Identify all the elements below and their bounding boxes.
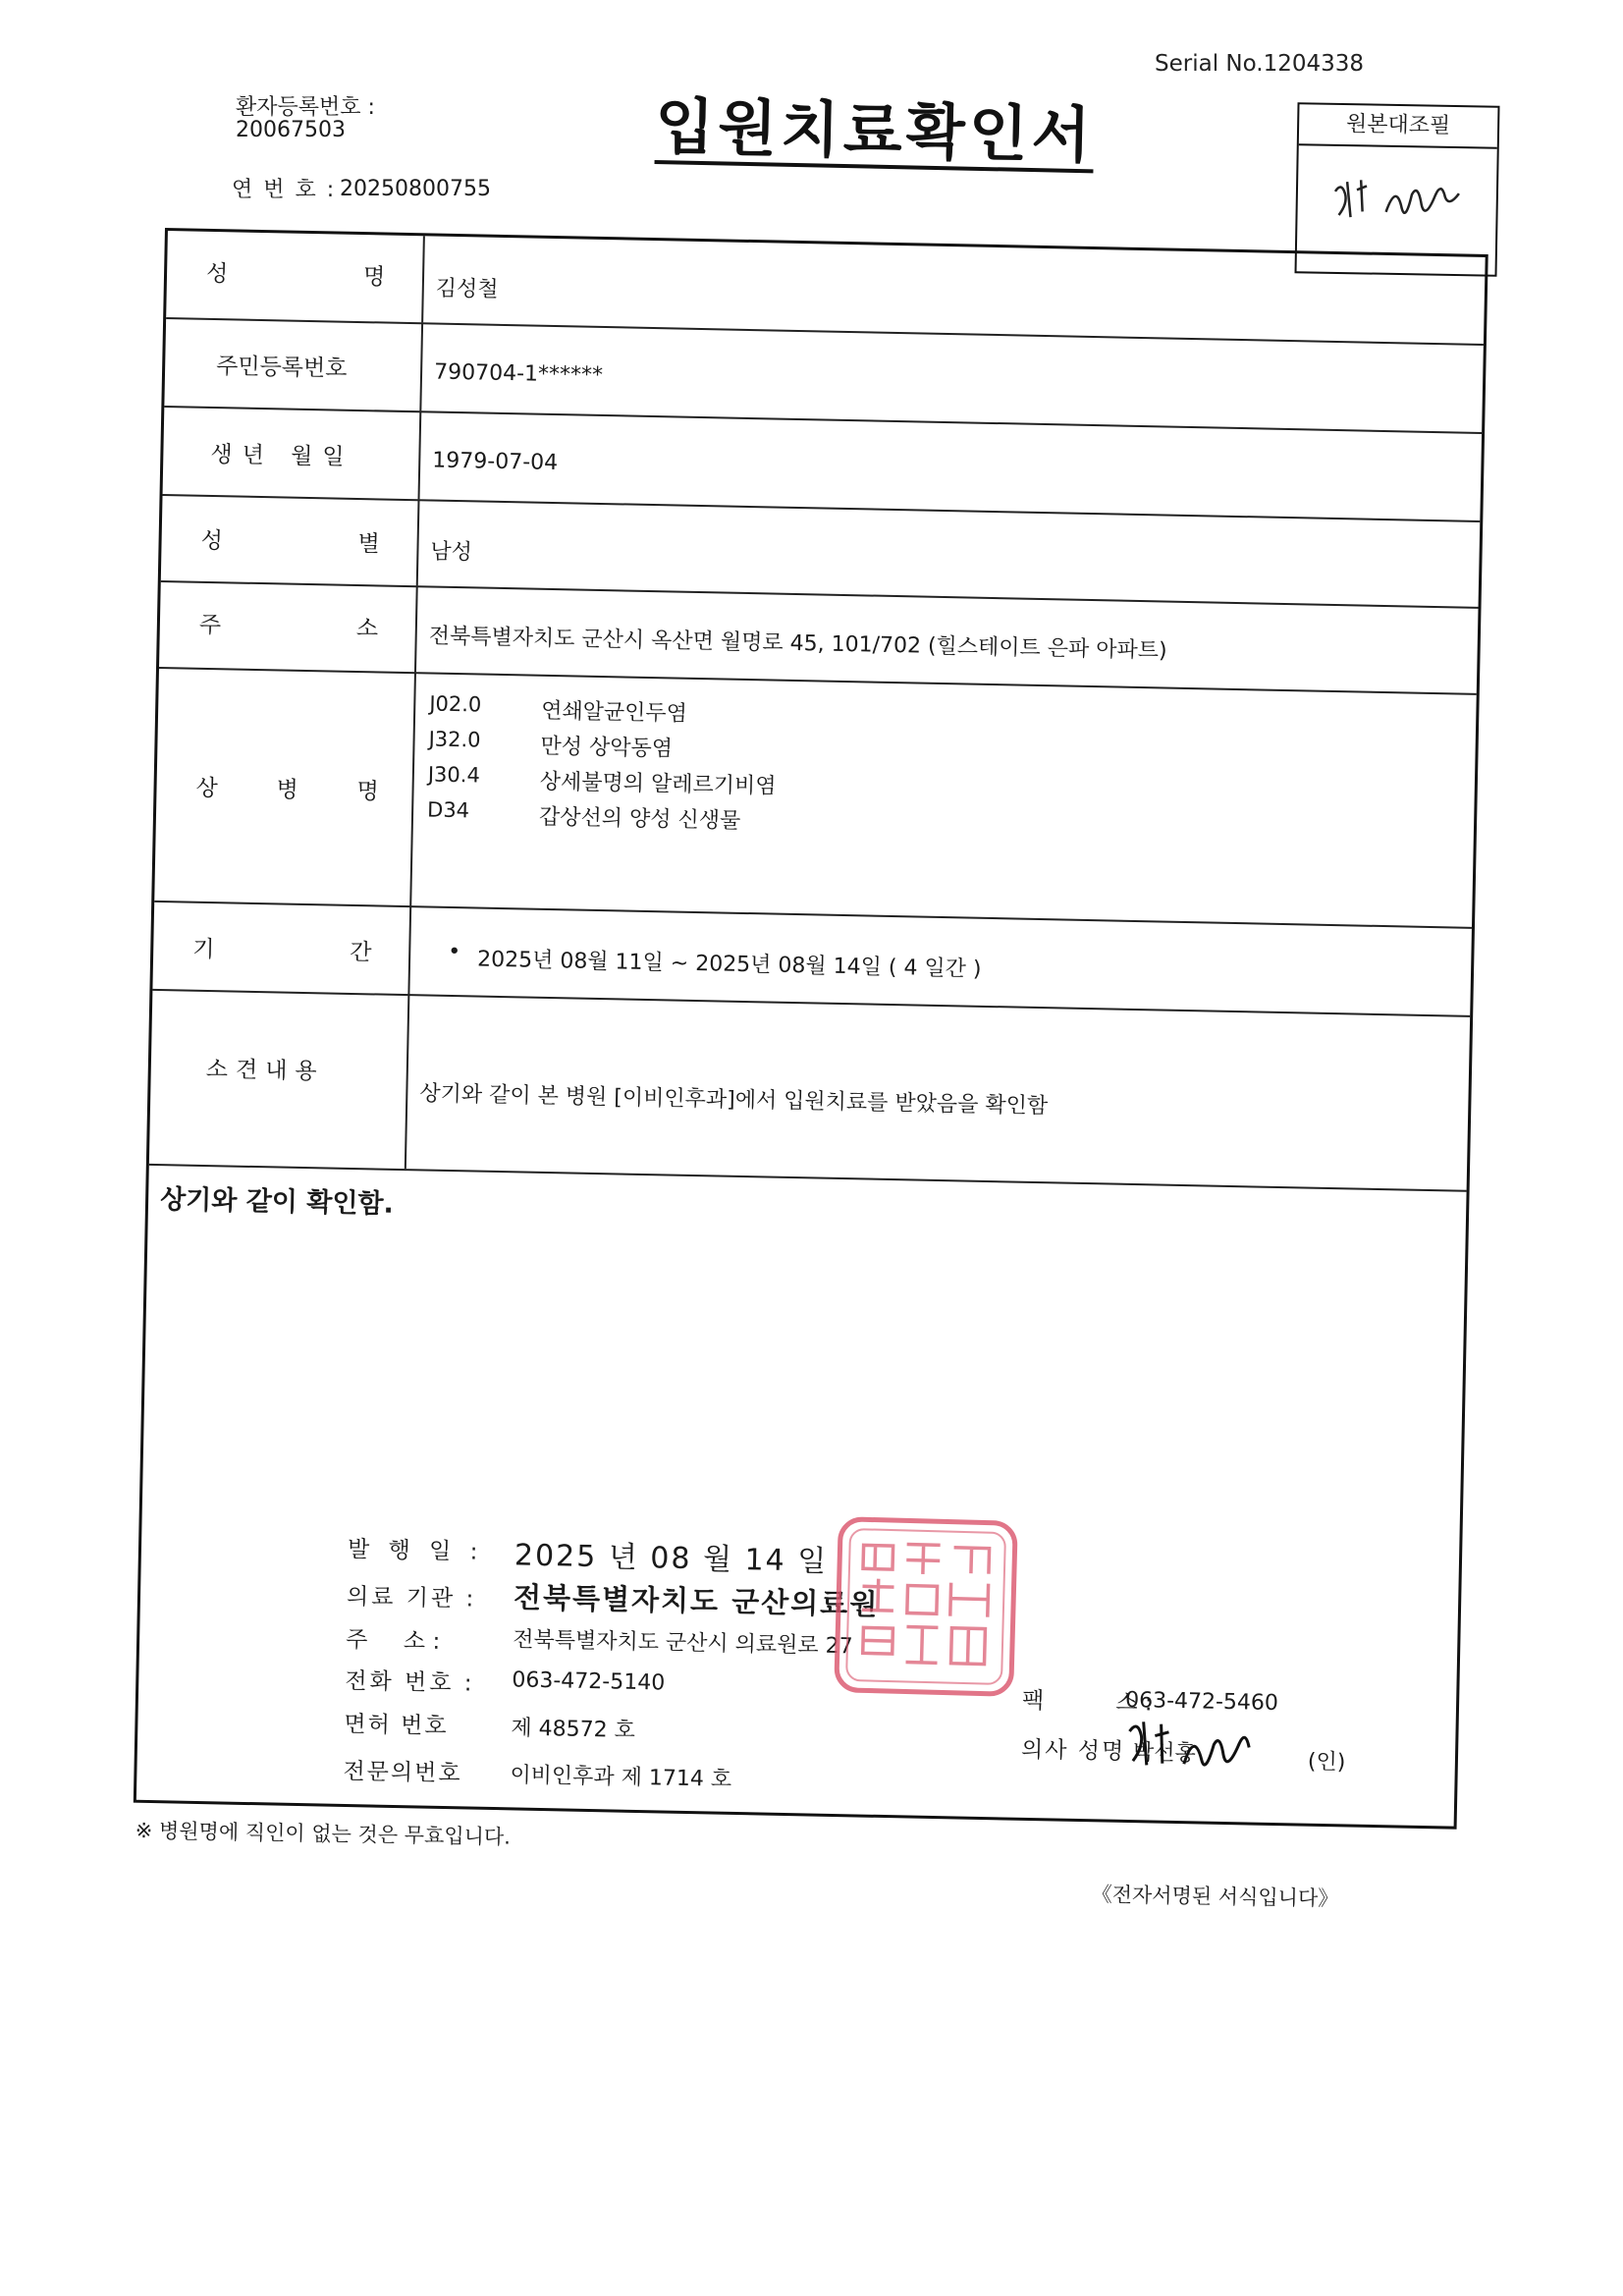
tel-label: 전화 번호 :	[345, 1667, 475, 1697]
period-label-1: 기	[191, 936, 215, 963]
seal-mark: (인)	[1307, 1749, 1346, 1776]
diag-label-1: 상	[195, 775, 219, 802]
name-label-1: 성	[205, 260, 229, 288]
opinion-label: 소견내용	[205, 1057, 325, 1085]
license-value: 제 48572 호	[511, 1716, 636, 1743]
org-value: 전북특별자치도 군산의료원	[513, 1580, 880, 1621]
row-diagnosis-label	[154, 667, 416, 905]
name-label-2: 명	[362, 264, 386, 291]
license-label: 면허 번호	[344, 1711, 449, 1740]
dob-value: 1979-07-04	[432, 448, 559, 476]
diag-name-4: 갑상선의 양성 신생물	[538, 804, 741, 834]
sex-value: 남성	[430, 539, 473, 566]
patient-reg-label: 환자등록번호 :	[236, 95, 375, 120]
diag-name-3: 상세불명의 알레르기비염	[539, 769, 777, 799]
doctor-value: 박선홍	[1132, 1740, 1197, 1767]
confirm-text: 상기와 같이 확인함.	[159, 1184, 395, 1220]
sex-label-2: 별	[357, 531, 381, 558]
signature-icon	[1326, 162, 1475, 244]
sequence-label: 연 번 호 :	[232, 178, 337, 202]
diag-code-4: D34	[426, 797, 470, 823]
original-verified-label: 원본대조필	[1299, 104, 1498, 149]
row-dob-label	[163, 406, 422, 499]
addr-label-1: 주	[198, 612, 222, 639]
period-bullet: •	[448, 939, 461, 965]
diag-code-3: J30.4	[427, 762, 481, 788]
diag-name-2: 만성 상악동염	[540, 734, 674, 762]
doctor-label: 의사 성명	[1020, 1736, 1126, 1765]
name-value: 김성철	[435, 276, 499, 302]
hospital-seal-icon	[833, 1515, 1020, 1699]
row-address-label	[159, 580, 418, 672]
rrn-value: 790704-1******	[433, 359, 604, 388]
row-opinion-label	[149, 989, 410, 1169]
tel-value: 063-472-5140	[512, 1667, 666, 1696]
period-value: 2025년 08월 11일 ~ 2025년 08월 14일 ( 4 일간 )	[476, 947, 982, 982]
addr-label-2: 소	[355, 615, 379, 642]
row-rrn-label	[164, 317, 423, 410]
notice-text: ※ 병원명에 직인이 없는 것은 무효입니다.	[135, 1818, 512, 1849]
org-label: 의료 기관 :	[346, 1583, 477, 1613]
doctor-signature-icon	[1118, 1712, 1267, 1783]
sex-label-1: 성	[200, 527, 224, 555]
row-diagnosis	[154, 667, 1477, 929]
dob-label: 생년 월일	[210, 441, 354, 470]
row-opinion	[149, 989, 1470, 1192]
specialist-value: 이비인후과 제 1714 호	[510, 1763, 732, 1792]
footer-addr-label: 주 소 :	[345, 1626, 441, 1655]
issue-date-value: 2025 년 08 월 14 일	[514, 1538, 829, 1579]
diag-code-2: J32.0	[428, 727, 481, 752]
period-label-2: 간	[349, 939, 372, 966]
row-period-label	[152, 901, 411, 994]
diag-code-1: J02.0	[429, 691, 482, 717]
diag-label-3: 명	[356, 779, 379, 805]
specialist-label: 전문의번호	[343, 1758, 462, 1787]
patient-reg-value: 20067503	[236, 118, 346, 142]
fax-label: 팩 스 :	[1021, 1687, 1153, 1717]
sequence-value: 20250800755	[340, 177, 491, 201]
e-sign-note: 《전자서명된 서식입니다》	[1091, 1882, 1339, 1911]
row-name-label	[166, 231, 425, 322]
serial-number: Serial No.1204338	[1155, 51, 1365, 77]
diag-label-2: 병	[276, 777, 299, 803]
address-value: 전북특별자치도 군산시 옥산면 월명로 45, 101/702 (힐스테이트 은파 아파트)	[428, 624, 1167, 664]
footer-addr-value: 전북특별자치도 군산시 의료원로 27	[512, 1627, 853, 1660]
opinion-value: 상기와 같이 본 병원 [이비인후과]에서 입원치료를 받았음을 확인함	[419, 1081, 1049, 1120]
fax-value: 063-472-5460	[1124, 1687, 1279, 1717]
row-sex-label	[161, 494, 420, 585]
diag-name-1: 연쇄알균인두염	[540, 698, 688, 727]
rrn-label: 주민등록번호	[215, 354, 348, 382]
main-table	[134, 228, 1488, 1830]
document-title: 입원치료확인서	[655, 94, 1096, 173]
issue-date-label: 발 행 일 :	[347, 1537, 484, 1565]
